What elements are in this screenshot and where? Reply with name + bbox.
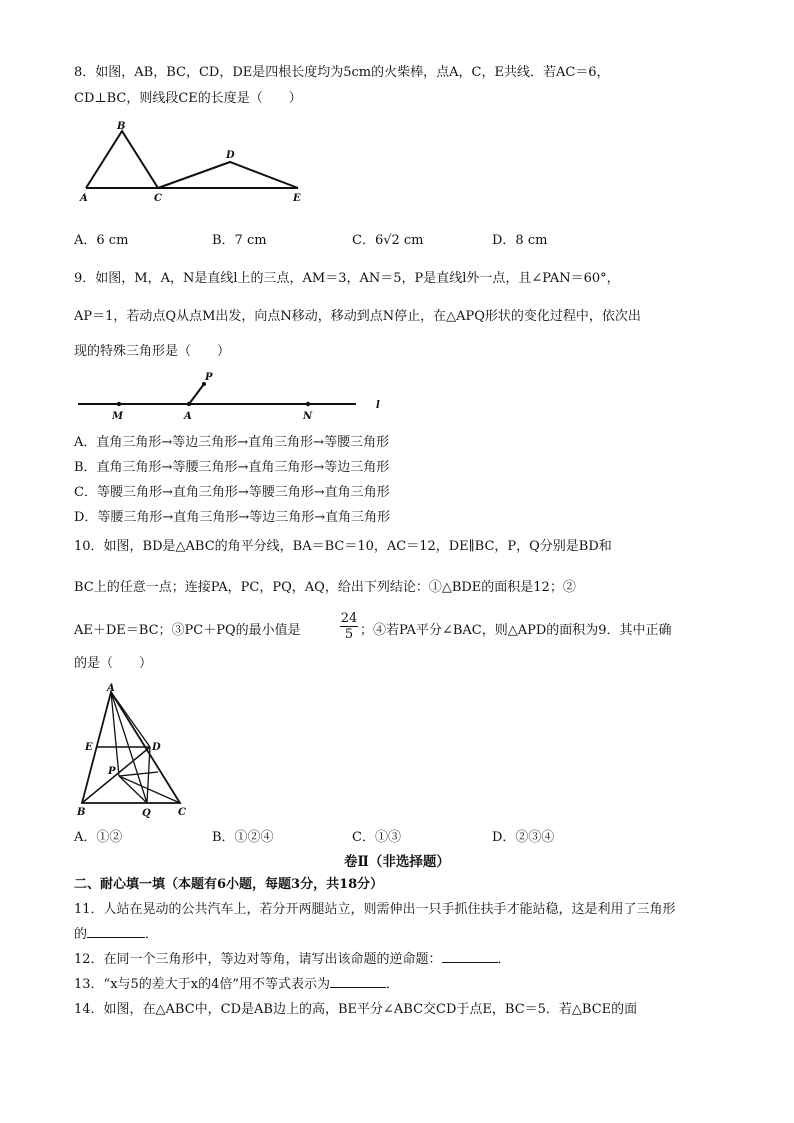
q12-suffix: ． [497, 952, 511, 967]
q10-label-e: E [85, 742, 93, 753]
q12-line [74, 951, 511, 969]
q9-line3: 现的特殊三角形是（ ） [74, 344, 231, 359]
q8-option-b[interactable]: B．7 cm [212, 233, 267, 248]
q13-suffix: ． [386, 977, 400, 992]
q11-line2-suffix: ． [145, 927, 159, 942]
q8-triangle-abc [86, 131, 158, 188]
q13-answer-blank[interactable] [330, 987, 386, 988]
q10-line4: 的是（ ） [74, 656, 153, 671]
q9-option-b[interactable]: B．直角三角形→等腰三角形→直角三角形→等边三角形 [74, 460, 390, 475]
q9-label-a: A [184, 411, 192, 422]
q13-text: 13．“x与5的差大于x的4倍”用不等式表示为 [74, 977, 331, 992]
q10-label-c: C [178, 807, 186, 818]
q10-option-a[interactable]: A．①② [74, 830, 123, 845]
q10-label-p: P [108, 766, 116, 777]
q9-figure [74, 370, 394, 420]
q9-label-m: M [112, 411, 124, 422]
q10-option-d[interactable]: D．②③④ [492, 830, 555, 845]
q8-path-cde [158, 162, 298, 188]
q10-option-c[interactable]: C．①③ [352, 830, 401, 845]
q10-line3b: ；④若PA平分∠BAC，则△APD的面积为9．其中正确 [360, 623, 672, 638]
q8-label-b: B [117, 121, 126, 132]
q10-line2: BC上的任意一点；连接PA，PC，PQ，AQ，给出下列结论：①△BDE的面积是12；② [74, 580, 576, 595]
q9-line2: AP＝1，若动点Q从点M出发，向点N移动，移动到点N停止，在△APQ形状的变化过程中，依次出 [74, 309, 641, 324]
q10-segment-dq [147, 747, 150, 803]
q10-fraction [340, 611, 358, 642]
q9-point-n [306, 402, 310, 406]
q11-line2 [74, 926, 158, 944]
q10-line3a: AE＋DE＝BC；③PC＋PQ的最小值是 [74, 623, 301, 638]
q10-figure [74, 682, 204, 817]
q10-line1: 10．如图，BD是△ABC的角平分线，BA＝BC＝10，AC＝12，DE∥BC，P，Q分别是BD和 [74, 539, 612, 554]
q11-answer-blank[interactable] [87, 937, 145, 938]
q8-label-d: D [226, 150, 235, 161]
q8-line2: CD⊥BC，则线段CE的长度是（ ） [74, 91, 302, 106]
q10-label-q: Q [142, 808, 151, 819]
q9-point-a [187, 402, 191, 406]
q9-line1: 9．如图，M，A，N是直线l上的三点，AM＝3，AN＝5，P是直线l外一点，且∠PAN＝60°， [74, 271, 620, 286]
q9-option-c[interactable]: C．等腰三角形→直角三角形→等腰三角形→直角三角形 [74, 485, 390, 500]
q9-label-l: l [376, 400, 380, 411]
q8-option-c[interactable]: C．6√2 cm [352, 233, 424, 248]
q8-line1: 8．如图，AB，BC，CD，DE是四根长度均为5cm的火柴棒，点A，C，E共线．若AC＝6， [74, 65, 610, 80]
q8-option-d[interactable]: D．8 cm [492, 233, 548, 248]
q8-label-a: A [80, 193, 88, 204]
q9-point-m [117, 402, 121, 406]
q9-label-n: N [303, 411, 313, 422]
q10-fraction-denominator: 5 [344, 627, 354, 642]
q11-line2-prefix: 的 [74, 927, 88, 942]
q12-text: 12．在同一个三角形中，等边对等角，请写出该命题的逆命题： [74, 952, 442, 967]
q10-label-a: A [107, 683, 115, 694]
q10-segment-ad-ext [111, 692, 150, 747]
q9-option-d[interactable]: D．等腰三角形→直角三角形→等边三角形→直角三角形 [74, 510, 391, 525]
q13-line [74, 976, 399, 994]
q10-label-d: D [152, 742, 161, 753]
q10-option-b[interactable]: B．①②④ [212, 830, 274, 845]
q9-segment-ap [189, 384, 204, 404]
q10-label-b: B [77, 807, 86, 818]
q9-option-a[interactable]: A．直角三角形→等边三角形→直角三角形→等腰三角形 [74, 435, 390, 450]
q8-label-e: E [293, 193, 301, 204]
q8-label-c: C [154, 193, 162, 204]
q12-answer-blank[interactable] [442, 962, 498, 963]
q8-figure [74, 118, 314, 208]
section2-heading: 二、耐心填一填（本题有6小题，每题3分，共18分） [74, 877, 384, 892]
q14-line1: 14．如图，在△ABC中，CD是AB边上的高，BE平分∠ABC交CD于点E，BC＝5．若△BCE的面 [74, 1002, 638, 1017]
q9-label-p: P [205, 372, 213, 383]
q8-option-a[interactable]: A．6 cm [74, 233, 129, 248]
q11-line1: 11．人站在晃动的公共汽车上，若分开两腿站立，则需伸出一只手抓住扶手才能站稳，这是利用了三角形 [74, 902, 676, 917]
q10-segment-bd [82, 747, 150, 803]
section-title: 卷Ⅱ（非选择题） [344, 854, 450, 870]
q10-fraction-numerator: 24 [340, 611, 358, 626]
